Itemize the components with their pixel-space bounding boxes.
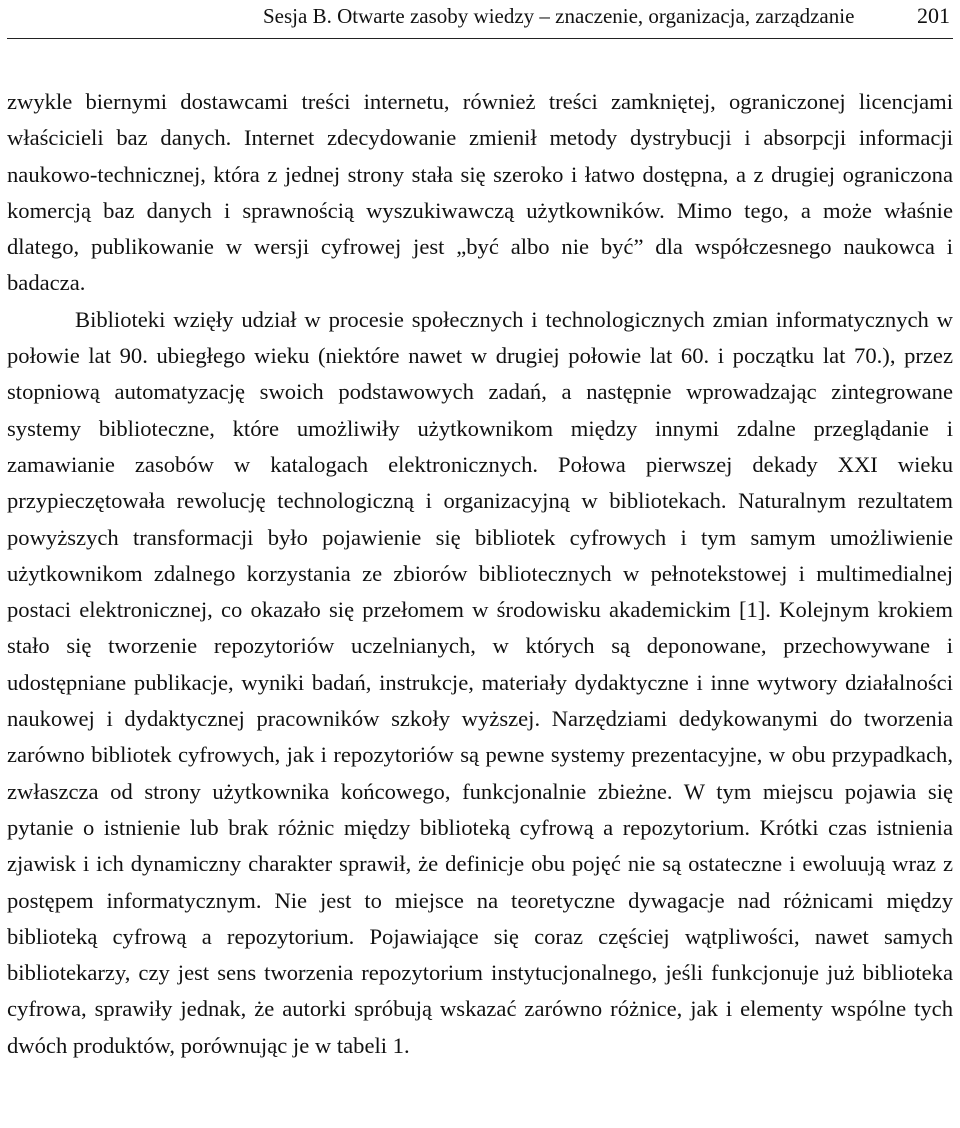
body-text (7, 84, 953, 1064)
running-header (7, 0, 953, 39)
paragraph-libraries: Biblioteki wzięły udział w procesie społecznych i technologicznych zmian informatycznych w połowie lat 90. ubiegłego wieku (niektóre nawet w drugiej połowie lat 60. i początku lat 70.), przez stopniową automatyzację swoich podstawowych zadań, a następnie wprowadzając zintegrowane systemy biblioteczne, które umożliwiły użytkownikom między innymi zdalne przeglądanie i zamawianie zasobów w katalogach elektronicznych. Połowa pierwszej dekady XXI wieku przypieczętowała rewolucję technologiczną i organizacyjną w bibliotekach. Naturalnym rezultatem powyższych transformacji było pojawienie się bibliotek cyfrowych i tym samym umożliwienie użytkownikom zdalnego korzystania ze zbiorów bibliotecznych w pełnotekstowej i multimedialnej postaci elektronicznej, co okazało się przełomem w środowisku akademickim [1]. Kolejnym krokiem stało się tworzenie repozytoriów uczelnianych, w których są deponowane, przechowywane i udostępniane publikacje, wyniki badań, instrukcje, materiały dydaktyczne i inne wytwory działalności naukowej i dydaktycznej pracowników szkoły wyższej. Narzędziami dedykowanymi do tworzenia zarówno bibliotek cyfrowych, jak i repozytoriów są pewne systemy prezentacyjne, w obu przypadkach, zwłaszcza od strony użytkownika końcowego, funkcjonalnie zbieżne. W tym miejscu pojawia się pytanie o istnienie lub brak różnic między biblioteką cyfrową a repozytorium. Krótki czas istnienia zjawisk i ich dynamiczny charakter sprawił, że definicje obu pojęć nie są ostateczne i ewoluują wraz z postępem informatycznym. Nie jest to miejsce na teoretyczne dywagacje nad różnicami między biblioteką cyfrową a repozytorium. Pojawiające się coraz częściej wątpliwości, nawet samych bibliotekarzy, czy jest sens tworzenia repozytorium instytucjonalnego, jeśli funkcjonuje już biblioteka cyfrowa, sprawiły jednak, że autorki spróbują wskazać zarówno różnice, jak i elementy wspólne tych dwóch produktów, porównując je w tabeli 1. (7, 306, 953, 1058)
page-number: 201 (917, 3, 950, 28)
document-page (7, 0, 953, 1064)
paragraph-continuation: zwykle biernymi dostawcami treści internetu, również treści zamkniętej, ograniczonej licencjami właścicieli baz danych. Internet zdecydowanie zmienił metody dystrybucji i absorpcji informacji naukowo-technicznej, która z jednej strony stała się szeroko i łatwo dostępna, a z drugiej ograniczona komercją baz danych i sprawnością wyszukiwawczą użytkowników. Mimo tego, a może właśnie dlatego, publikowanie w wersji cyfrowej jest „być albo nie być” dla współczesnego naukowca i badacza. (7, 89, 953, 296)
running-title: Sesja B. Otwarte zasoby wiedzy – znaczenie, organizacja, zarządzanie (263, 4, 855, 28)
